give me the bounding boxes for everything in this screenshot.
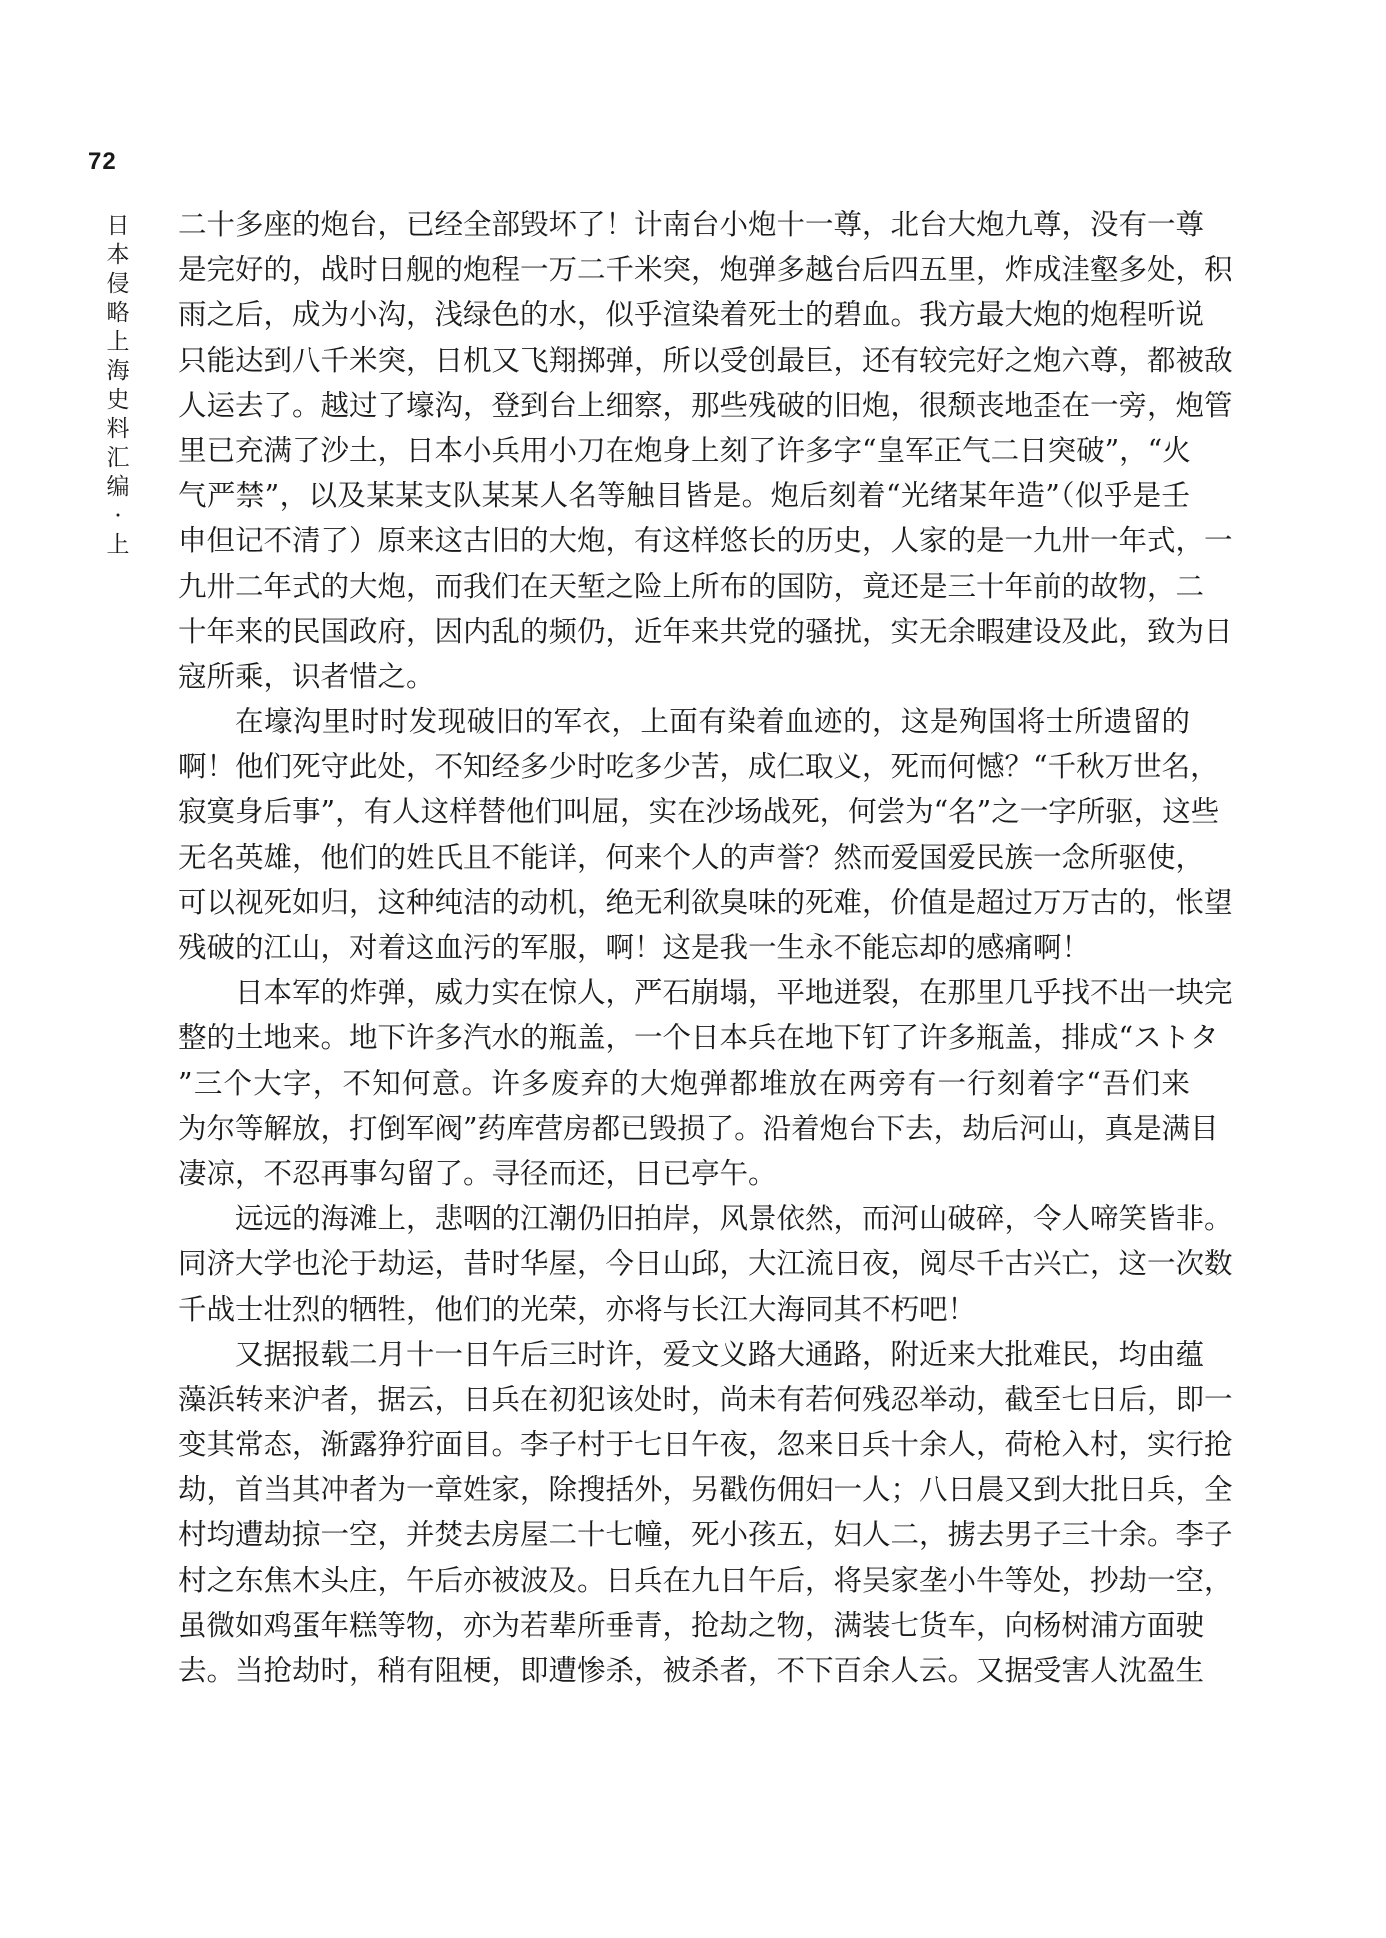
text-line: 远远的海滩上，悲咽的江潮仍旧拍岸，风景依然，而河山破碎，令人啼笑皆非。 [235, 1202, 1233, 1236]
text-line: 劫，首当其冲者为一章姓家，除搜括外，另戳伤佣妇一人；八日晨又到大批日兵，全 [178, 1473, 1233, 1507]
text-line: 寂寞身后事”，有人这样替他们叫屈，实在沙场战死，何尝为“名”之一字所驱，这些 [178, 795, 1220, 829]
text-line: 为尔等解放，打倒军阀”药库营房都已毁损了。沿着炮台下去，劫后河山，真是满目 [178, 1111, 1219, 1145]
text-line: 气严禁”，以及某某支队某某人名等触目皆是。炮后刻着“光绪某年造”（似乎是壬 [178, 479, 1190, 513]
page-number: 72 [88, 148, 117, 175]
text-line: 同济大学也沦于劫运，昔时华屋，今日山邱，大江流日夜，阅尽千古兴亡，这一次数 [178, 1247, 1233, 1281]
text-line: ”三个大字，不知何意。许多废弃的大炮弹都堆放在两旁有一行刻着字“吾们来 [178, 1066, 1190, 1100]
text-line: 虽微如鸡蛋年糕等物，亦为若辈所垂青，抢劫之物，满装七货车，向杨树浦方面驶 [178, 1608, 1205, 1642]
text-line: 残破的江山，对着这血污的军服，啊！这是我一生永不能忘却的感痛啊！ [178, 931, 1091, 964]
text-line: 无名英雄，他们的姓氏且不能详，何来个人的声誉？然而爱国爱民族一念所驱使， [178, 840, 1205, 874]
paragraph [178, 1332, 1233, 1694]
paragraph [178, 1196, 1233, 1332]
text-line: 日本军的炸弹，威力实在惊人，严石崩塌，平地迸裂，在那里几乎找不出一块完 [235, 976, 1233, 1010]
text-line: 是完好的，战时日舰的炮程一万二千米突，炮弹多越台后四五里，炸成洼壑多处，积 [178, 253, 1233, 287]
text-line: 啊！他们死守此处，不知经多少时吃多少苦，成仁取义，死而何憾？“千秋万世名， [178, 750, 1219, 784]
text-line: 雨之后，成为小沟，浅绿色的水，似乎渲染着死士的碧血。我方最大炮的炮程听说 [178, 298, 1205, 332]
text-line: 申但记不清了）原来这古旧的大炮，有这样悠长的历史，人家的是一九卅一年式，一 [178, 524, 1233, 558]
running-head: 日本侵略上海史料汇编·上 [106, 213, 130, 558]
text-line: 变其常态，渐露狰狞面目。李子村于七日午夜，忽来日兵十余人，荷枪入村，实行抢 [178, 1428, 1233, 1462]
paragraph [178, 970, 1233, 1196]
text-line: 又据报载二月十一日午后三时许，爱文义路大通路，附近来大批难民，均由蕴 [235, 1337, 1205, 1371]
text-line: 只能达到八千米突，日机又飞翔掷弹，所以受创最巨，还有较完好之炮六尊，都被敌 [178, 343, 1233, 377]
text-line: 里已充满了沙土，日本小兵用小刀在炮身上刻了许多字“皇军正气二日突破”，“火 [178, 433, 1191, 467]
body-text [178, 202, 1233, 1693]
text-line: 藻浜转来沪者，据云，日兵在初犯该处时，尚未有若何残忍举动，截至七日后，即一 [178, 1382, 1233, 1416]
text-line: 在壕沟里时时发现破旧的军衣，上面有染着血迹的，这是殉国将士所遗留的 [235, 705, 1190, 739]
text-line: 千战士壮烈的牺牲，他们的光荣，亦将与长江大海同其不朽吧！ [178, 1292, 977, 1326]
text-line: 人运去了。越过了壕沟，登到台上细察，那些残破的旧炮，很颓丧地歪在一旁，炮管 [178, 388, 1233, 422]
text-line: 去。当抢劫时，稍有阻梗，即遭惨杀，被杀者，不下百余人云。又据受害人沈盈生 [178, 1654, 1205, 1687]
text-line: 村均遭劫掠一空，并焚去房屋二十七幢，死小孩五，妇人二，掳去男子三十余。李子 [178, 1518, 1233, 1552]
text-line: 寇所乘，识者惜之。 [178, 659, 435, 693]
paragraph [178, 699, 1233, 970]
paragraph [178, 202, 1233, 699]
text-line: 村之东焦木头庄，午后亦被波及。日兵在九日午后，将吴家垄小牛等处，抄劫一空， [178, 1563, 1233, 1597]
text-line: 九卅二年式的大炮，而我们在天堑之险上所布的国防，竟还是三十年前的故物，二 [178, 569, 1205, 603]
text-line: 可以视死如归，这种纯洁的动机，绝无利欲臭味的死难，价值是超过万万古的，怅望 [178, 885, 1233, 919]
text-line: 十年来的民国政府，因内乱的频仍，近年来共党的骚扰，实无余暇建设及此，致为日 [178, 614, 1233, 648]
text-line: 整的土地来。地下许多汽水的瓶盖，一个日本兵在地下钉了许多瓶盖，排成“ストタ [178, 1021, 1219, 1055]
text-line: 二十多座的炮台，已经全部毁坏了！计南台小炮十一尊，北台大炮九尊，没有一尊 [178, 208, 1205, 241]
text-line: 凄凉，不忍再事勾留了。寻径而还，日已亭午。 [178, 1156, 777, 1190]
